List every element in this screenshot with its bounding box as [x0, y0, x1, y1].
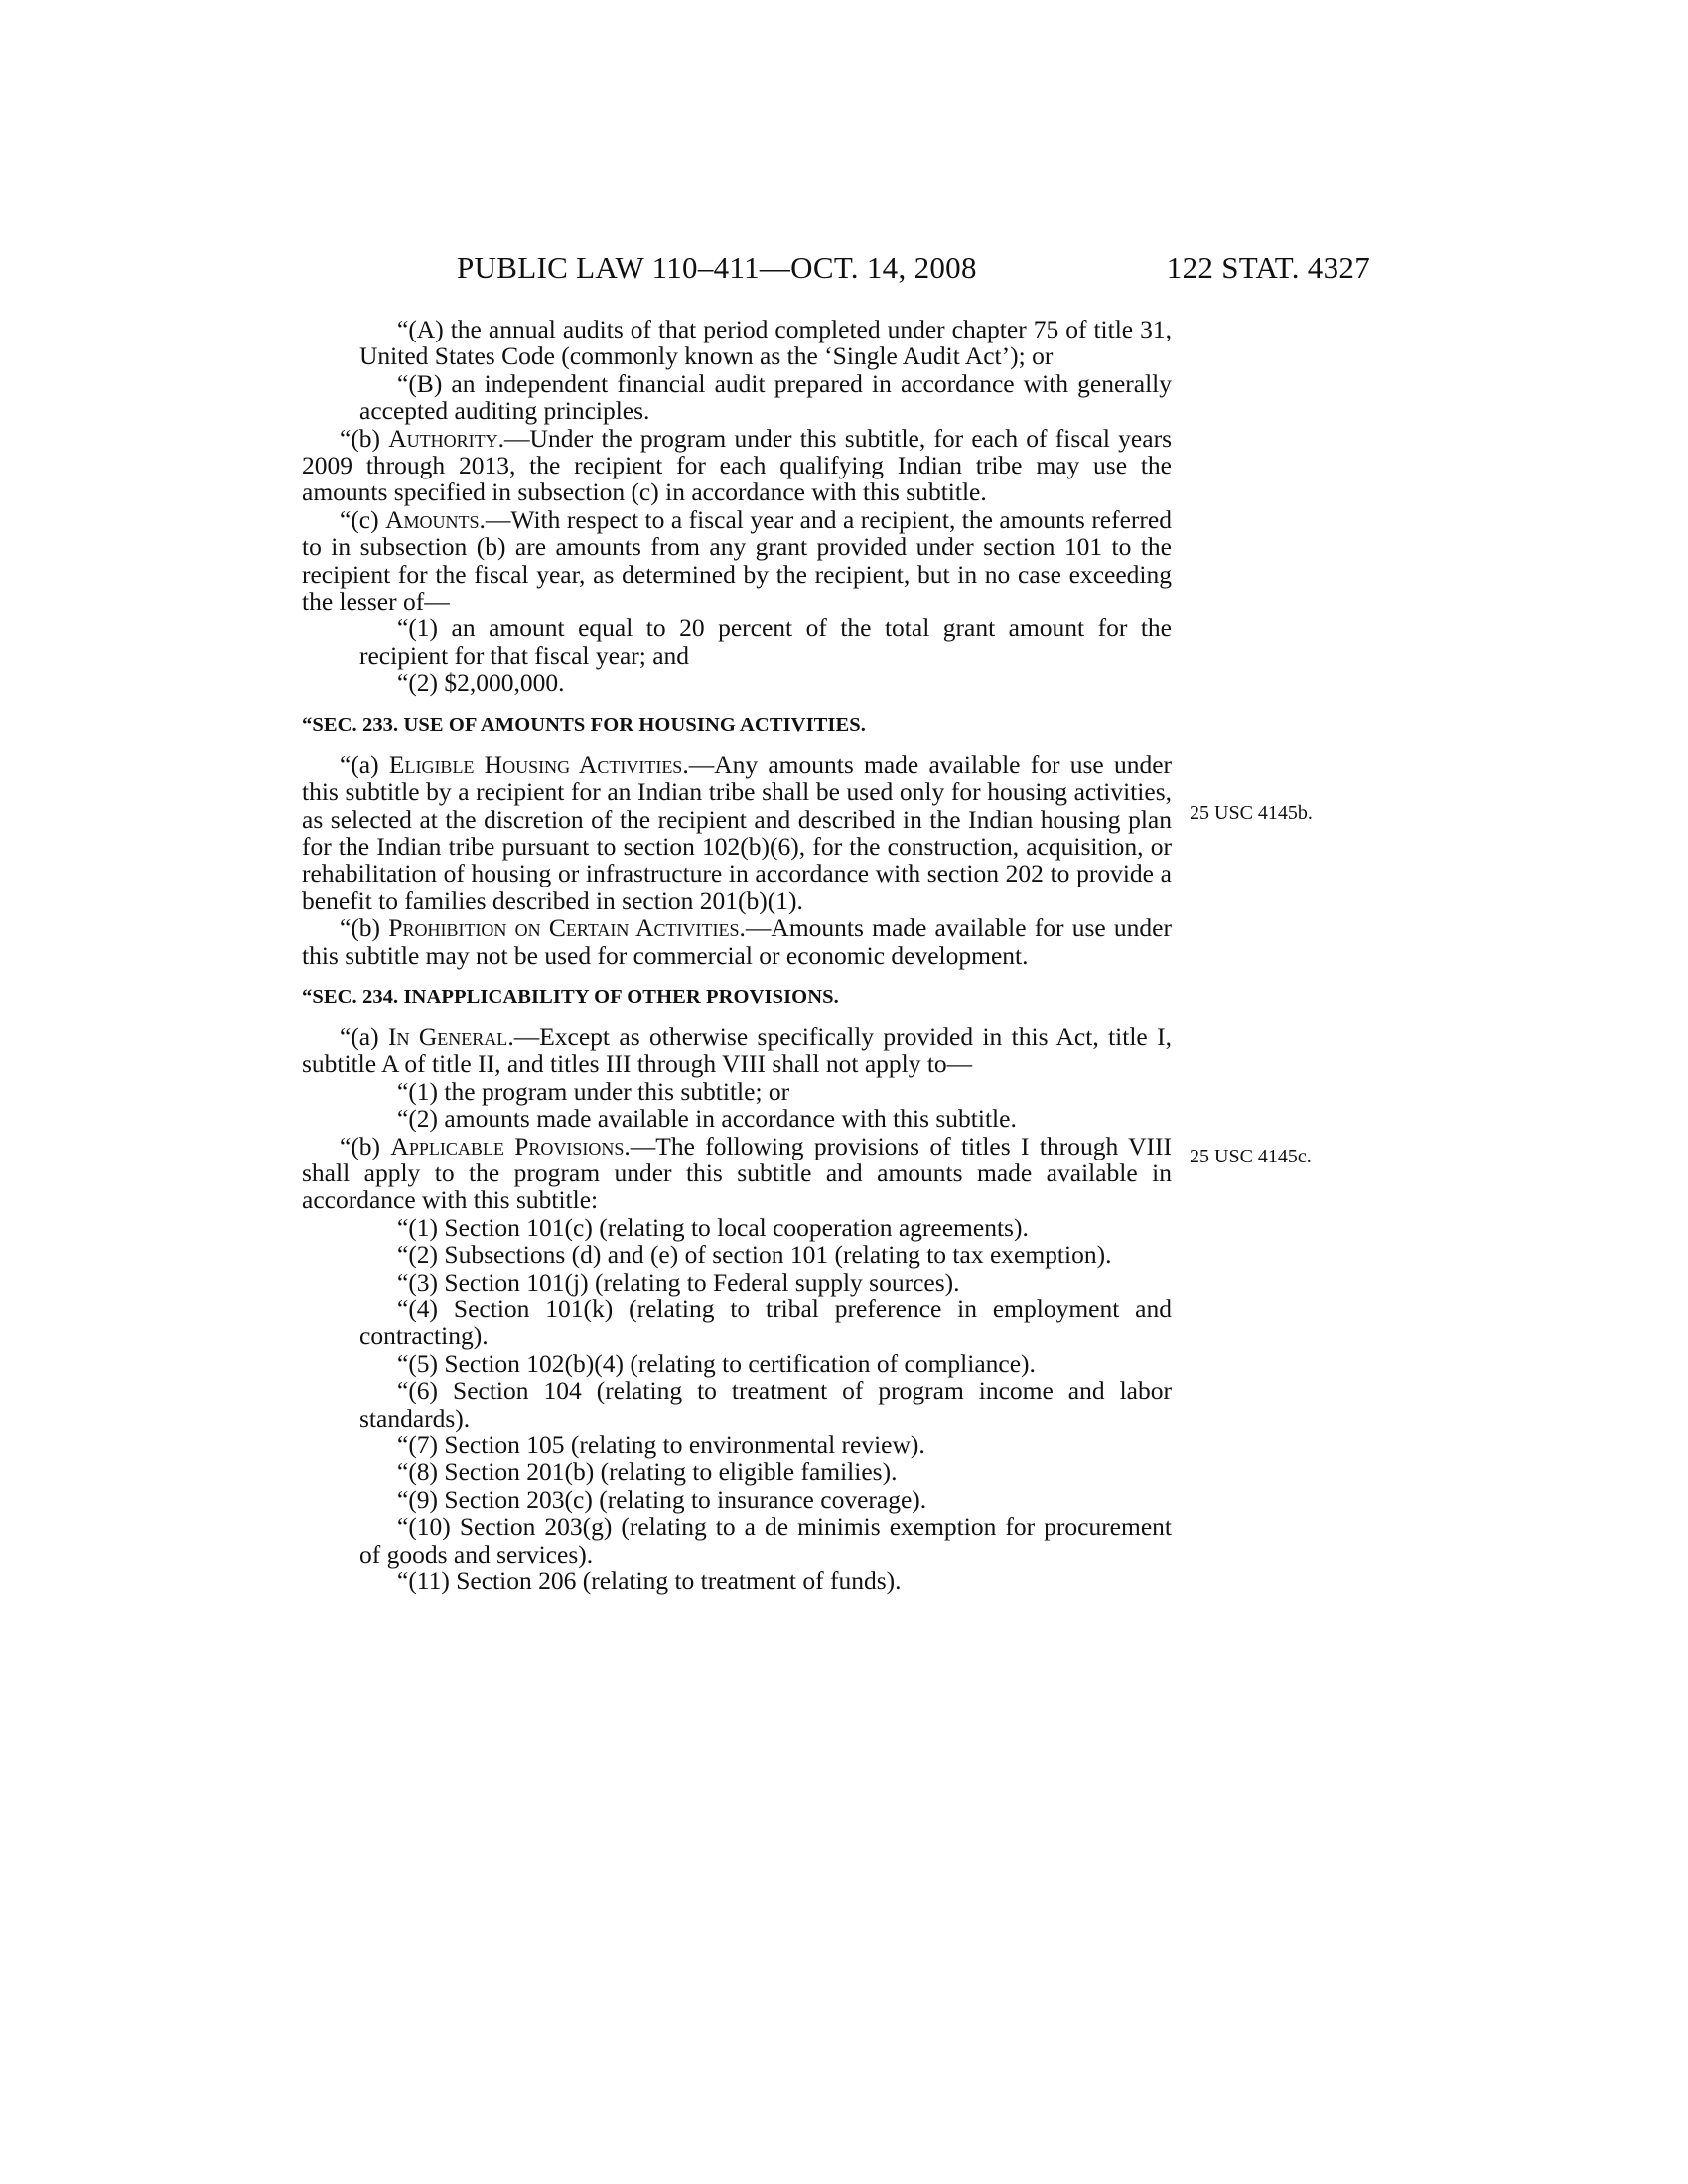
list-item: “(7) Section 105 (relating to environmental review).: [397, 1431, 925, 1460]
list-item: “(6) Section 104 (relating to treatment of program income and labor standards).: [359, 1376, 1172, 1433]
para-authority-heading: Authority: [388, 423, 498, 453]
margin-note-sec-233: 25 USC 4145b.: [1190, 802, 1313, 824]
list-item: “(11) Section 206 (relating to treatment of funds).: [397, 1567, 902, 1596]
para-2-amounts: “(2) amounts made available in accordance with this subtitle.: [397, 1104, 1017, 1134]
margin-note-sec-234: 25 USC 4145c.: [1190, 1146, 1312, 1167]
para-authority: [302, 425, 1172, 506]
para-eligible-text: .—Any amounts made available for use under this subtitle by a recipient for an Indian tribe shall be used only for housing activities, as selected at the discretion of the recipient and described in the Indian housing plan for the Indian tribe pursuant to section 102(b)(6), for the construction, acquisition, or rehabilitation of housing or infrastructure in accordance with section 202 to provide a benefit to families described in section 201(b)(1).: [302, 750, 1173, 915]
list-item: “(5) Section 102(b)(4) (relating to certification of compliance).: [397, 1348, 1036, 1378]
para-prohibition-lead: “(b): [340, 913, 389, 943]
para-in-general-heading: In General: [388, 1022, 508, 1051]
para-1-program: “(1) the program under this subtitle; or: [397, 1076, 790, 1106]
para-applicable-provisions: [302, 1133, 1172, 1214]
para-in-general-lead: “(a): [340, 1022, 389, 1051]
list-item: “(9) Section 203(c) (relating to insurance coverage).: [397, 1484, 927, 1514]
para-authority-text: .—Under the program under this subtitle, for each of fiscal years 2009 through 2013, the recipient for each qualifying Indian tribe may use the amounts specified in subsection (c) in accordance with this subtitle.: [302, 423, 1172, 507]
para-applicable-lead: “(b): [340, 1131, 391, 1160]
para-eligible-heading: Eligible Housing Activities: [388, 750, 683, 779]
para-amounts-text: .—With respect to a fiscal year and a recipient, the amounts referred to in subsection (b) are amounts from any grant provided under section 101 to the recipient for the fiscal year, as determined by the recipient, but in no case exceeding the lesser of—: [302, 504, 1172, 616]
para-in-general-text: .—Except as otherwise specifically provided in this Act, title I, subtitle A of title II, and titles III through VIII shall not apply to—: [302, 1022, 1172, 1079]
para-prohibition-text: .—Amounts made available for use under this subtitle may not be used for commercial or economic development.: [302, 913, 1172, 970]
para-applicable-text: .—The following provisions of titles I through VIII shall apply to the program under this subtitle and amounts made available in accordance with this subtitle:: [302, 1131, 1172, 1215]
para-a-single-audit: “(A) the annual audits of that period completed under chapter 75 of title 31, United States Code (commonly known as the ‘Single Audit Act’); or: [359, 315, 1172, 371]
para-in-general: [302, 1024, 1172, 1078]
para-eligible-lead: “(a): [340, 750, 389, 779]
page-header: [457, 250, 1370, 290]
para-prohibition: [302, 914, 1172, 969]
header-public-law: PUBLIC LAW 110–411—OCT. 14, 2008: [457, 250, 977, 285]
para-amounts: [302, 506, 1172, 615]
list-item: “(1) Section 101(c) (relating to local cooperation agreements).: [397, 1212, 1029, 1242]
header-stat-page: 122 STAT. 4327: [1166, 250, 1370, 285]
para-prohibition-heading: Prohibition on Certain Activities: [388, 913, 740, 943]
list-item: “(8) Section 201(b) (relating to eligible families).: [397, 1457, 898, 1487]
para-eligible-housing: [302, 751, 1172, 914]
section-234-heading: “SEC. 234. INAPPLICABILITY OF OTHER PROVISIONS.: [302, 985, 839, 1008]
para-amounts-heading: Amounts: [385, 504, 480, 534]
para-b-independent-audit: “(B) an independent financial audit prepared in accordance with generally accepted auditing principles.: [359, 368, 1172, 426]
para-amounts-lead: “(c): [340, 504, 386, 534]
list-item: “(3) Section 101(j) (relating to Federal supply sources).: [397, 1267, 960, 1297]
list-item: “(10) Section 203(g) (relating to a de minimis exemption for procurement of goods and services).: [359, 1512, 1172, 1569]
section-233-heading: “SEC. 233. USE OF AMOUNTS FOR HOUSING ACTIVITIES.: [302, 713, 866, 736]
list-item: “(2) Subsections (d) and (e) of section 101 (relating to tax exemption).: [397, 1240, 1112, 1270]
body-text: [302, 316, 1172, 1594]
para-authority-lead: “(b): [340, 423, 389, 453]
list-item: “(4) Section 101(k) (relating to tribal preference in employment and contracting).: [359, 1295, 1172, 1351]
para-1-twenty-percent: “(1) an amount equal to 20 percent of the total grant amount for the recipient for that fiscal year; and: [359, 614, 1172, 670]
para-applicable-heading: Applicable Provisions: [390, 1131, 625, 1160]
para-2-two-million: “(2) $2,000,000.: [397, 668, 565, 698]
